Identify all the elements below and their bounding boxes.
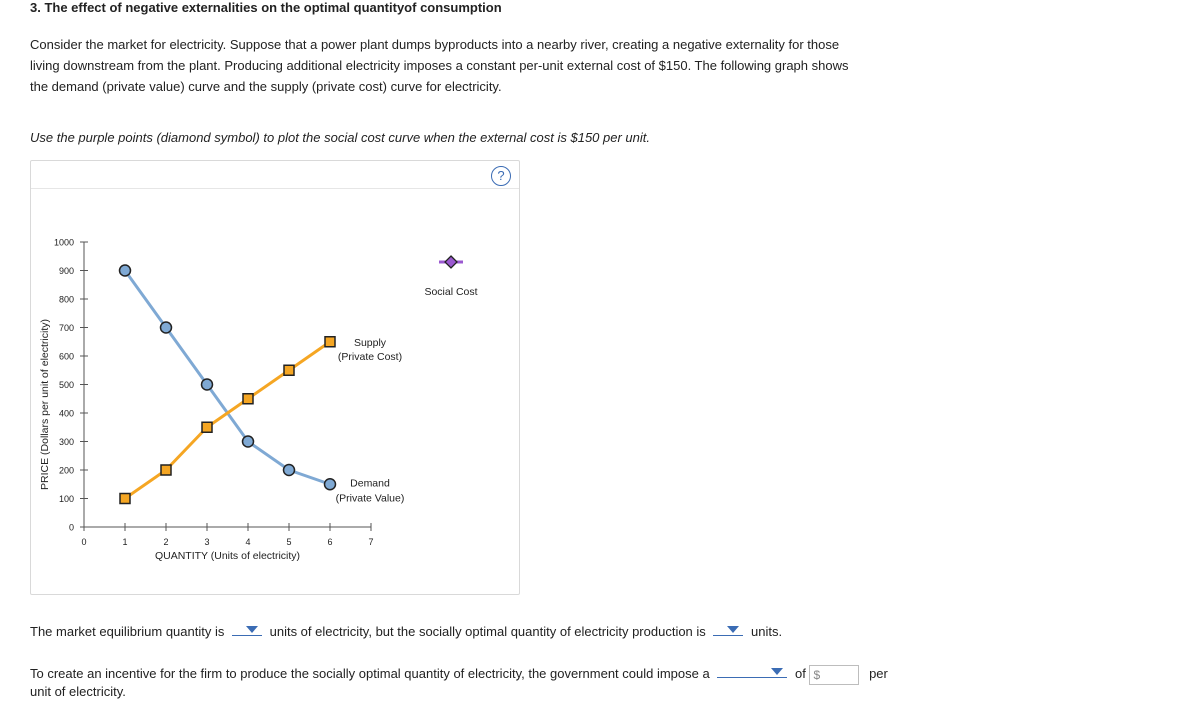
x-tick-label: 0 [81, 537, 87, 547]
q2-prefix: To create an incentive for the firm to produce the socially optimal quantity of electricity, the government could impose a [30, 666, 710, 681]
x-tick-label: 6 [327, 537, 333, 547]
social-cost-tool[interactable] [424, 256, 477, 298]
x-tick-label: 4 [245, 537, 251, 547]
y-tick-label: 500 [58, 380, 74, 390]
demand-label: (Private Value) [335, 492, 405, 505]
demand-point [325, 479, 336, 490]
supply-point [161, 465, 171, 475]
currency-symbol: $ [813, 667, 821, 682]
y-tick-label: 0 [68, 522, 74, 533]
supply-point [243, 394, 253, 404]
q2-per: per [869, 666, 888, 681]
question-2 [30, 662, 888, 685]
x-tick-label: 7 [368, 537, 374, 547]
y-tick-label: 600 [58, 351, 74, 362]
q1-suffix: units. [751, 624, 783, 639]
y-tick-label: 900 [58, 266, 74, 276]
diamond-icon [445, 256, 457, 268]
q2-continuation: unit of electricity. [30, 684, 126, 699]
demand-point [161, 322, 172, 333]
y-tick-label: 700 [58, 323, 74, 333]
chart-svg [31, 161, 521, 596]
demand-label: Demand [350, 477, 390, 490]
supply-label: (Private Cost) [337, 350, 403, 363]
supply-point [202, 422, 212, 432]
chevron-down-icon [246, 626, 258, 633]
q2-of: of [794, 666, 806, 681]
policy-amount-input[interactable] [809, 665, 859, 685]
y-tick-label: 100 [58, 494, 74, 504]
x-axis-label: QUANTITY (Units of electricity) [154, 550, 301, 562]
y-tick-label: 1000 [53, 237, 74, 248]
demand-point [202, 379, 213, 390]
supply-point [120, 494, 130, 504]
chevron-down-icon [771, 668, 783, 675]
chevron-down-icon [727, 626, 739, 633]
social-cost-label: Social Cost [424, 286, 478, 298]
equilibrium-quantity-dropdown[interactable] [232, 620, 262, 636]
y-tick-label: 800 [58, 294, 74, 305]
x-tick-label: 3 [204, 537, 210, 547]
demand-point [243, 436, 254, 447]
supply-label: Supply [353, 336, 387, 349]
intro-paragraph: Consider the market for electricity. Suppose that a power plant dumps byproducts into a nearby river, creating a negative externality for those living downstream from the plant. Producing additional electricity imposes a constant per-unit external cost of $150. The following graph shows the demand (private value) curve and the supply (private cost) curve for electricity. [30, 37, 849, 94]
supply-point [284, 365, 294, 375]
q1-prefix: The market equilibrium quantity is [30, 624, 225, 639]
y-tick-label: 300 [58, 437, 74, 447]
supply-point [325, 337, 335, 347]
q1-middle: units of electricity, but the socially optimal quantity of electricity production is [269, 624, 706, 639]
y-tick-label: 400 [58, 408, 74, 419]
policy-type-dropdown[interactable] [717, 662, 787, 678]
x-tick-label: 2 [163, 537, 169, 547]
optimal-quantity-dropdown[interactable] [713, 620, 743, 636]
x-tick-label: 5 [286, 537, 292, 547]
demand-line [125, 271, 330, 485]
y-tick-label: 200 [58, 465, 74, 476]
x-tick-label: 1 [122, 537, 128, 547]
demand-point [120, 265, 131, 276]
y-axis-label: PRICE (Dollars per unit of electricity) [39, 319, 51, 490]
question-1 [30, 620, 782, 639]
help-icon[interactable]: ? [491, 166, 511, 186]
demand-point [284, 465, 295, 476]
page-heading: 3. The effect of negative externalities on the optimal quantityof consumption [30, 0, 502, 15]
instruction-text: Use the purple points (diamond symbol) to plot the social cost curve when the external cost is $150 per unit. [30, 130, 650, 145]
graph-panel [30, 160, 520, 595]
